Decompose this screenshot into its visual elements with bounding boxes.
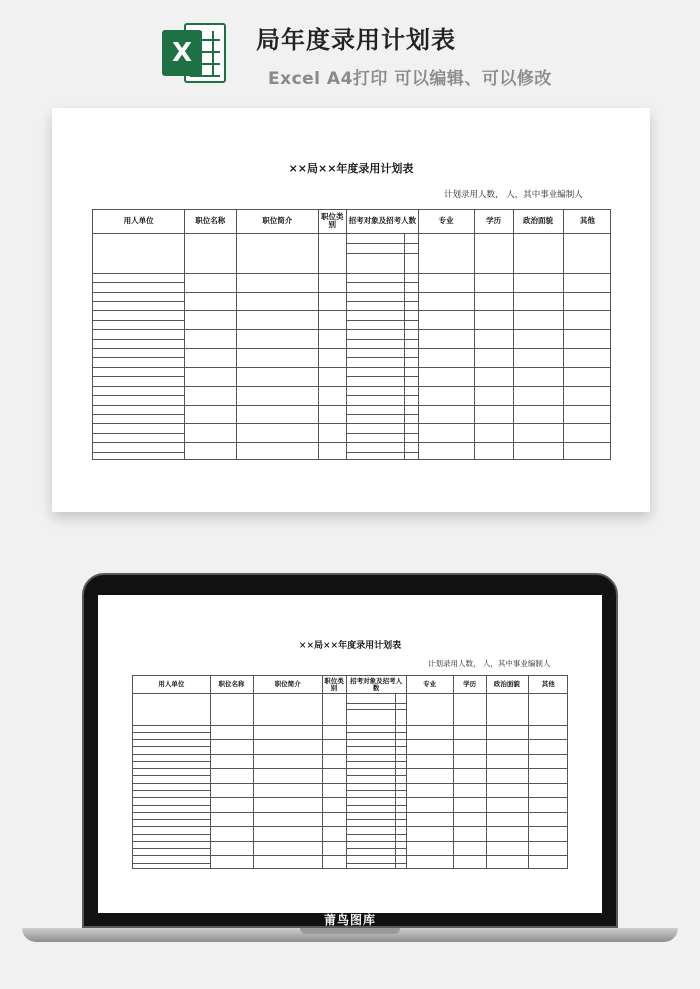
- grid-line: [133, 834, 210, 835]
- grid-line: [236, 210, 237, 459]
- grid-line: [346, 243, 418, 244]
- grid-line: [318, 210, 319, 459]
- grid-line: [133, 775, 210, 776]
- grid-line: [346, 775, 407, 776]
- grid-line: [346, 376, 418, 377]
- grid-line: [133, 863, 210, 864]
- grid-line: [133, 826, 567, 827]
- grid-line: [346, 320, 418, 321]
- column-header: 专业: [423, 680, 437, 689]
- grid-line: [133, 768, 567, 769]
- screen-sheet-title: ××局××年度录用计划表: [298, 641, 402, 651]
- grid-line: [133, 754, 567, 755]
- grid-line: [346, 301, 418, 302]
- sheet-title: ××局××年度录用计划表: [288, 162, 414, 175]
- grid-line: [346, 746, 407, 747]
- grid-line: [93, 273, 610, 274]
- grid-line: [93, 357, 184, 358]
- grid-line: [346, 703, 407, 704]
- paper-preview: [52, 108, 650, 512]
- grid-line: [93, 233, 610, 234]
- grid-line: [93, 386, 610, 387]
- grid-line: [93, 329, 610, 330]
- column-header: 职位名称: [218, 680, 245, 689]
- grid-line: [133, 805, 210, 806]
- laptop-notch: [300, 928, 400, 934]
- grid-line: [133, 797, 567, 798]
- grid-line: [474, 210, 475, 459]
- column-header: 招考对象及招考人数: [348, 216, 417, 226]
- grid-line: [93, 282, 184, 283]
- grid-line: [133, 732, 210, 733]
- grid-line: [93, 301, 184, 302]
- column-header: 职位名称: [195, 216, 226, 226]
- grid-line: [346, 761, 407, 762]
- grid-line: [93, 395, 184, 396]
- grid-line: [346, 433, 418, 434]
- column-header: 政治面貌: [493, 680, 520, 689]
- grid-line: [406, 676, 407, 868]
- grid-line: [93, 433, 184, 434]
- brand-label: 莆鸟图库: [323, 913, 376, 927]
- grid-line: [93, 292, 610, 293]
- column-header: 用人单位: [158, 680, 185, 689]
- grid-line: [346, 395, 418, 396]
- grid-line: [133, 746, 210, 747]
- grid-line: [346, 834, 407, 835]
- sheet-note: 计划录用人数， 人，其中事业编制人: [444, 190, 583, 200]
- column-header: 职位简介: [262, 216, 293, 226]
- grid-line: [346, 210, 347, 459]
- plan-table: [92, 209, 611, 460]
- header: [0, 0, 700, 100]
- grid-line: [93, 320, 184, 321]
- grid-line: [346, 282, 418, 283]
- grid-line: [346, 805, 407, 806]
- grid-line: [346, 709, 407, 710]
- column-header: 政治面貌: [523, 216, 554, 226]
- grid-line: [453, 676, 454, 868]
- column-header: 学历: [463, 680, 477, 689]
- grid-line: [346, 339, 418, 340]
- grid-line: [133, 855, 567, 856]
- page-subtitle: Excel A4打印 可以编辑、可以修改: [268, 69, 552, 89]
- grid-line: [346, 848, 407, 849]
- screen-sheet-note: 计划录用人数， 人，其中事业编制人: [428, 659, 551, 668]
- column-header: 职位类别: [320, 212, 344, 230]
- column-header: 招考对象及招考人数: [350, 676, 403, 692]
- grid-line: [346, 819, 407, 820]
- grid-line: [93, 423, 610, 424]
- grid-line: [93, 452, 184, 453]
- column-header: 职位简介: [274, 680, 301, 689]
- grid-line: [93, 376, 184, 377]
- grid-line: [93, 310, 610, 311]
- grid-line: [133, 812, 567, 813]
- grid-line: [133, 848, 210, 849]
- grid-line: [93, 348, 610, 349]
- grid-line: [346, 452, 418, 453]
- grid-line: [486, 676, 487, 868]
- laptop-screen: [98, 595, 602, 913]
- grid-line: [93, 367, 610, 368]
- grid-line: [528, 676, 529, 868]
- screen-plan-table: [132, 675, 568, 869]
- grid-line: [93, 339, 184, 340]
- grid-line: [404, 233, 405, 459]
- excel-icon: [162, 20, 228, 86]
- grid-line: [133, 761, 210, 762]
- column-header: 学历: [486, 216, 502, 226]
- grid-line: [93, 442, 610, 443]
- grid-line: [322, 676, 323, 868]
- column-header: 用人单位: [123, 216, 154, 226]
- grid-line: [133, 790, 210, 791]
- grid-line: [346, 414, 418, 415]
- column-header: 职位类别: [324, 676, 344, 692]
- grid-line: [184, 210, 185, 459]
- grid-line: [133, 725, 567, 726]
- grid-line: [133, 841, 567, 842]
- grid-line: [133, 693, 567, 694]
- grid-line: [133, 739, 567, 740]
- excel-badge: X: [162, 30, 202, 76]
- grid-line: [346, 790, 407, 791]
- grid-line: [210, 676, 211, 868]
- laptop-frame: [82, 573, 618, 928]
- grid-line: [133, 783, 567, 784]
- grid-line: [346, 732, 407, 733]
- grid-line: [133, 819, 210, 820]
- grid-line: [418, 210, 419, 459]
- grid-line: [563, 210, 564, 459]
- grid-line: [513, 210, 514, 459]
- grid-line: [93, 414, 184, 415]
- grid-line: [253, 676, 254, 868]
- grid-line: [346, 253, 418, 254]
- grid-line: [346, 357, 418, 358]
- column-header: 其他: [541, 680, 555, 689]
- grid-line: [346, 676, 347, 868]
- grid-line: [93, 405, 610, 406]
- column-header: 其他: [579, 216, 595, 226]
- column-header: 专业: [438, 216, 454, 226]
- grid-line: [346, 863, 407, 864]
- page-title: 局年度录用计划表: [256, 26, 456, 54]
